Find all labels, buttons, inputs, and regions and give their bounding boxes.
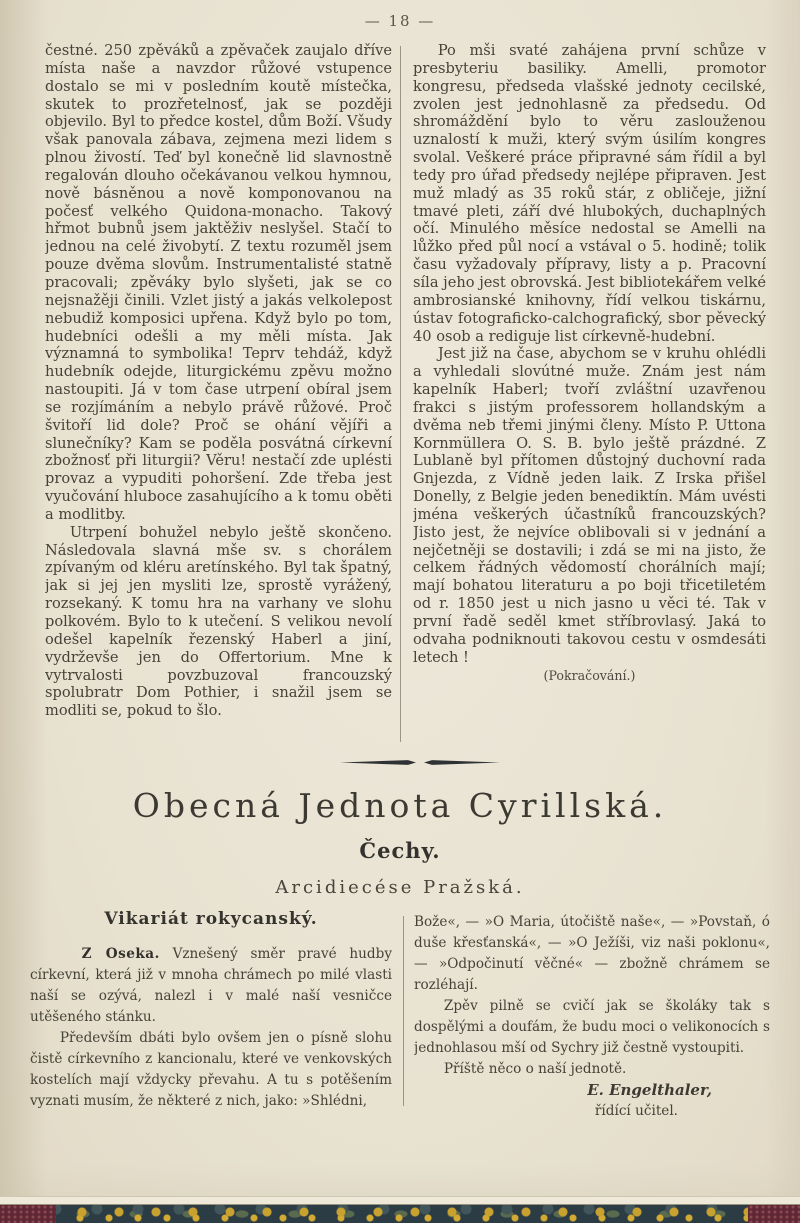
paragraph: Jest již na čase, abychom se v kruhu ohlédli a vyhledali slovútné muže. Znám jest nám kapelník Haberl; tvoří zvláštní uzavřenou frakci s jistým professorem hollandským a dvěma neb třemi jinými členy. Místo P. Uttona Kornmüllera O. S. B. bylo ještě prázdné. Z Lublaně byl přítomen důstojný duchovní rada Gnjezda, z Vídně jeden laik. Z Irska přišel Donelly, z Belgie jeden benediktín. Mám uvésti jména veškerých účastníků francouzských? Jisto jest, že nejvíce oblibovali si v jednání a nejčetněji se dostavili; i zdá se mi na jisto, že celkem řádných vědomostí chorálních mají; mají bohatou literaturu a po boji třicetiletém od r. 1850 jest u nich jasno u věci té. Tak v první řadě seděl kmet stříbrovlasý. Jaká to odvaha podniknouti takovou cestu v osmdesáti letech ! (413, 345, 766, 666)
top-right-column (413, 42, 766, 744)
section-diocese-heading: Arcidiecése Pražská. (275, 877, 525, 898)
section-region-heading: Čechy. (359, 838, 441, 863)
binding-corner-right (748, 1205, 800, 1223)
bottom-left-column (30, 944, 392, 1112)
bottom-right-column (414, 912, 770, 1122)
page-bottom-edge (0, 1196, 800, 1205)
lead-in-place-name: Z Oseka. (81, 946, 160, 962)
section-divider-ornament (340, 752, 500, 771)
paragraph-text: Vznešený směr pravé hudby církevní, která již v mnoha chrámech po milé vlasti naší se ozývá, nalezl i v malé naší vesničce utěšeného stánku. (30, 946, 392, 1025)
top-left-column (45, 42, 392, 744)
section-title: Obecná Jednota Cyrillská. (132, 786, 668, 825)
vicariate-heading: Vikariát rokycanský. (104, 909, 318, 929)
column-divider-rule (400, 46, 401, 742)
tapered-rule-icon (340, 758, 500, 767)
signature-name: E. Engelthaler, (587, 1081, 712, 1099)
paragraph: Po mši svaté zahájena první schůze v presbyteriu basiliky. Amelli, promotor kongresu, předseda vlašské jednoty cecilské, zvolen jest jednohlasně za předsedu. Od shromáždění bylo to věru zaslouženou uznalostí k muži, který svým úsilím kongres svolal. Veškeré práce připravné sám řídil a byl tedy pro úřad předsedy nejlépe připraven. Jest muž mladý as 35 roků stár, z obličeje, jižní tmavé pleti, září dvé hlubokých, duchaplných očí. Minulého měsíce nedostal se Amelli na lůžko před půl nocí a vstával o 5. hodině; tolik času vyžadovaly přípravy, listy a p. Pracovní síla jeho jest obrovská. Jest bibliotekářem velké ambrosianské knihovny, řídí velkou tiskárnu, ústav fotograficko-calchografický, sbor pěvecký 40 osob a rediguje list církevně-hudební. (413, 42, 766, 345)
paragraph (30, 944, 392, 1028)
paragraph: Příště něco o naší jednotě. (443, 1061, 627, 1077)
paragraph: Zpěv pilně se cvičí jak se školáky tak s dospělými a doufám, že budu moci o velikonocích s jednohlasou mší od Sychry již čestně vystoupiti. (414, 998, 770, 1056)
continuation-note: (Pokračování.) (543, 667, 636, 683)
binding-corner-left (0, 1205, 56, 1223)
column-divider-rule (403, 916, 404, 1106)
paragraph: Především dbáti bylo ovšem jen o písně slohu čistě církevního z kancionalu, které ve venkovských kostelích mají vždycky převahu. A tu s potěšením vyznati musím, že některé z nich, jako: »Shlédni, (30, 1030, 392, 1109)
marbled-board-strip (0, 1205, 800, 1223)
page-number: — 18 — (364, 12, 436, 30)
paragraph: Bože«, — »O Maria, útočiště naše«, — »Povstaň, ó duše křesťanská«, — »O Ježíši, viz naši poklonu«, — »Odpočinutí věčné« — zbožně chrámem se rozléhají. (414, 914, 770, 993)
paragraph: Utrpení bohužel nebylo ještě skončeno. Následovala slavná mše sv. s chorálem zpívaným od kléru aretínského. Byl tak špatný, jak si jej jen mysliti lze, sprostě vyrážený, rozsekaný. K tomu hra na varhany ve slohu polkovém. Bylo to k utečení. S velikou nevolí odešel kapelník řezenský Haberl a jiní, vydrževše jen do Offertorium. Mne k vytrvalosti povzbuzoval francouzský spolubratr Dom Pothier, i snažil jsem se modliti se, pokud to šlo. (45, 523, 392, 720)
signature-title: řídící učitel. (594, 1103, 678, 1119)
paragraph: čestné. 250 zpěváků a zpěvaček zaujalo dříve místa naše a navzdor růžové vstupence dostalo se mi v posledním koutě místečka, skutek to prozřetelnosť, jak se později objevilo. Byl to předce kostel, dům Boží. Všudy však panovala zábava, zejmena mezi lidem s plnou živostí. Teď byl konečně lid slavnostně regalován dlouho očekávanou velkou hymnou, nově básněnou a nově komponovanou na počesť velkého Quidona-monacho. Takový hřmot bubnů jsem jaktěživ neslyšel. Stačí to jednou na celé živobytí. Z textu rozuměl jsem pouze dvěma slovům. Instrumentalisté statně pracovali; zpěváky bylo slyšeti, jak se co nejsnažěji činili. Vzlet jistý a jakás velkolepost nebudiž komposici upřena. Když bylo po tom, hudebníci odešli a my měli místa. Jak významná to symbolika! Teprv tehdáž, když hudebník odejde, liturgickému zpěvu možno nastoupiti. Já v tom čase utrpení obíral jsem se rozjímáním a nebylo právě růžové. Proč švitoří lid dole? Proč se ohání vějíři a slunečníky? Kam se poděla posvátná církevní zbožnosť při liturgii? Věru! nestačí zde uplésti provaz a vypuditi pohoršení. Zde třeba jest vyučování hluboce zasahujícího a k tomu oběti a modlitby. (45, 42, 392, 523)
